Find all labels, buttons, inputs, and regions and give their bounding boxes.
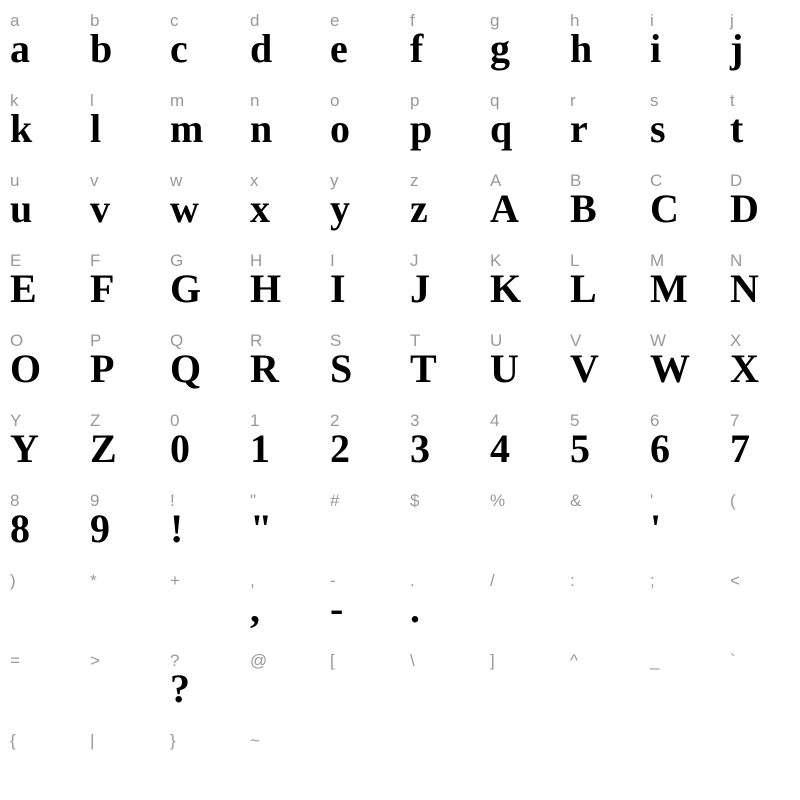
glyph-cell	[80, 240, 160, 320]
glyph-cell	[0, 320, 80, 400]
glyph-preview: T	[410, 346, 437, 391]
glyph-label: V	[570, 331, 582, 350]
glyph-preview: X	[730, 346, 759, 391]
glyph-cell	[640, 160, 720, 240]
glyph-label: i	[650, 11, 654, 30]
glyph-cell	[400, 400, 480, 480]
glyph-preview: t	[730, 106, 744, 151]
glyph-preview: h	[570, 26, 593, 71]
glyph-preview: "	[250, 506, 273, 551]
glyph-preview: -	[330, 586, 344, 631]
glyph-row	[0, 480, 800, 560]
glyph-label: ;	[650, 571, 655, 590]
glyph-cell	[640, 640, 720, 720]
glyph-preview: y	[330, 186, 350, 231]
glyph-cell	[240, 160, 320, 240]
glyph-preview: v	[90, 186, 110, 231]
glyph-cell	[720, 560, 800, 640]
glyph-preview: 3	[410, 426, 430, 471]
glyph-label: (	[730, 491, 736, 510]
glyph-label: *	[90, 571, 97, 590]
glyph-preview: G	[170, 266, 202, 311]
glyph-cell	[160, 720, 240, 800]
glyph-cell	[240, 720, 320, 800]
glyph-label: @	[250, 651, 268, 670]
glyph-label: "	[250, 491, 257, 510]
glyph-label: q	[490, 91, 500, 110]
glyph-cell	[720, 160, 800, 240]
glyph-label: 4	[490, 411, 500, 430]
glyph-preview: I	[330, 266, 346, 311]
glyph-cell	[240, 560, 320, 640]
glyph-label: Y	[10, 411, 22, 430]
glyph-label: l	[90, 91, 94, 110]
glyph-cell	[400, 80, 480, 160]
glyph-cell	[160, 640, 240, 720]
glyph-preview: 6	[650, 426, 670, 471]
glyph-cell	[240, 80, 320, 160]
glyph-label: .	[410, 571, 415, 590]
glyph-label: D	[730, 171, 743, 190]
glyph-cell	[400, 160, 480, 240]
glyph-cell	[480, 480, 560, 560]
glyph-cell	[80, 560, 160, 640]
glyph-cell	[160, 320, 240, 400]
glyph-preview: W	[650, 346, 690, 391]
glyph-cell	[0, 480, 80, 560]
glyph-label: <	[730, 571, 740, 590]
glyph-label: 3	[410, 411, 420, 430]
glyph-label: 6	[650, 411, 660, 430]
glyph-cell	[80, 320, 160, 400]
glyph-label: +	[170, 571, 180, 590]
glyph-label: a	[10, 11, 20, 30]
glyph-cell	[320, 80, 400, 160]
glyph-cell	[240, 480, 320, 560]
glyph-cell	[80, 480, 160, 560]
glyph-cell	[240, 640, 320, 720]
glyph-cell	[0, 400, 80, 480]
glyph-label: ~	[250, 731, 260, 750]
glyph-preview: U	[490, 346, 519, 391]
glyph-label: j	[730, 11, 734, 30]
glyph-cell	[240, 320, 320, 400]
glyph-label: P	[90, 331, 102, 350]
glyph-cell	[400, 560, 480, 640]
glyph-preview: 8	[10, 506, 30, 551]
glyph-preview: z	[410, 186, 428, 231]
glyph-label: }	[170, 731, 176, 750]
glyph-cell	[400, 240, 480, 320]
glyph-cell	[400, 640, 480, 720]
glyph-label: B	[570, 171, 582, 190]
glyph-label: )	[10, 571, 16, 590]
glyph-preview: r	[570, 106, 588, 151]
glyph-label: F	[90, 251, 101, 270]
glyph-preview: 1	[250, 426, 270, 471]
glyph-preview: '	[650, 506, 662, 551]
glyph-label: ,	[250, 571, 255, 590]
glyph-preview: !	[170, 506, 184, 551]
glyph-label: {	[10, 731, 16, 750]
glyph-label: f	[410, 11, 415, 30]
glyph-preview: b	[90, 26, 113, 71]
glyph-label: ^	[570, 651, 578, 670]
glyph-preview: j	[730, 26, 744, 71]
glyph-preview: x	[250, 186, 270, 231]
glyph-label: :	[570, 571, 575, 590]
glyph-preview: 9	[90, 506, 110, 551]
glyph-label: 0	[170, 411, 180, 430]
glyph-label: >	[90, 651, 100, 670]
glyph-cell	[720, 640, 800, 720]
glyph-preview: o	[330, 106, 350, 151]
glyph-cell	[480, 400, 560, 480]
glyph-preview: i	[650, 26, 662, 71]
glyph-cell	[320, 560, 400, 640]
glyph-cell	[0, 640, 80, 720]
glyph-label: _	[650, 651, 660, 670]
glyph-label: 8	[10, 491, 20, 510]
glyph-label: T	[410, 331, 421, 350]
glyph-label: o	[330, 91, 340, 110]
glyph-label: '	[650, 491, 654, 510]
glyph-cell	[480, 0, 560, 80]
glyph-preview: e	[330, 26, 348, 71]
glyph-row	[0, 640, 800, 720]
glyph-cell	[720, 480, 800, 560]
glyph-cell	[0, 160, 80, 240]
glyph-preview: u	[10, 186, 33, 231]
glyph-label: &	[570, 491, 582, 510]
glyph-cell	[320, 400, 400, 480]
glyph-preview: s	[650, 106, 666, 151]
glyph-label: h	[570, 11, 580, 30]
glyph-preview: a	[10, 26, 30, 71]
glyph-cell	[640, 480, 720, 560]
glyph-cell	[160, 400, 240, 480]
glyph-cell	[80, 640, 160, 720]
glyph-cell	[0, 240, 80, 320]
glyph-label: G	[170, 251, 184, 270]
glyph-row	[0, 160, 800, 240]
glyph-label: t	[730, 91, 735, 110]
glyph-label: =	[10, 651, 20, 670]
glyph-preview: m	[170, 106, 204, 151]
glyph-label: K	[490, 251, 502, 270]
glyph-label: 9	[90, 491, 100, 510]
glyph-preview: .	[410, 586, 420, 631]
glyph-label: d	[250, 11, 260, 30]
glyph-cell	[480, 160, 560, 240]
glyph-cell	[560, 400, 640, 480]
glyph-preview: q	[490, 106, 513, 151]
glyph-cell	[0, 560, 80, 640]
glyph-label: 7	[730, 411, 740, 430]
glyph-label: N	[730, 251, 743, 270]
glyph-preview: A	[490, 186, 519, 231]
glyph-cell	[560, 480, 640, 560]
glyph-cell	[560, 320, 640, 400]
glyph-cell	[160, 480, 240, 560]
glyph-preview: w	[170, 186, 199, 231]
glyph-label: u	[10, 171, 20, 190]
glyph-label: 1	[250, 411, 260, 430]
glyph-label: n	[250, 91, 260, 110]
glyph-label: X	[730, 331, 742, 350]
glyph-label: ?	[170, 651, 180, 670]
glyph-cell	[0, 720, 80, 800]
glyph-cell	[80, 0, 160, 80]
glyph-preview: E	[10, 266, 37, 311]
glyph-label: c	[170, 11, 179, 30]
glyph-preview: C	[650, 186, 679, 231]
glyph-cell	[480, 240, 560, 320]
glyph-cell	[640, 240, 720, 320]
glyph-label: L	[570, 251, 580, 270]
glyph-preview: d	[250, 26, 273, 71]
glyph-label: R	[250, 331, 263, 350]
glyph-label: |	[90, 731, 95, 750]
glyph-label: m	[170, 91, 185, 110]
glyph-label: 2	[330, 411, 340, 430]
glyph-preview: ,	[250, 586, 260, 631]
glyph-preview: f	[410, 26, 424, 71]
glyph-preview: L	[570, 266, 597, 311]
glyph-cell	[480, 560, 560, 640]
glyph-preview: V	[570, 346, 599, 391]
glyph-cell	[640, 0, 720, 80]
glyph-cell	[80, 720, 160, 800]
glyph-label: p	[410, 91, 420, 110]
glyph-cell	[240, 0, 320, 80]
glyph-label: M	[650, 251, 665, 270]
glyph-preview: l	[90, 106, 102, 151]
glyph-label: J	[410, 251, 419, 270]
glyph-cell	[320, 640, 400, 720]
glyph-label: r	[570, 91, 576, 110]
glyph-label: $	[410, 491, 420, 510]
glyph-cell	[560, 0, 640, 80]
glyph-cell	[320, 480, 400, 560]
glyph-preview: c	[170, 26, 188, 71]
glyph-preview: J	[410, 266, 430, 311]
glyph-preview: g	[490, 26, 510, 71]
glyph-row	[0, 400, 800, 480]
glyph-preview: B	[570, 186, 597, 231]
glyph-label: O	[10, 331, 24, 350]
glyph-cell	[160, 560, 240, 640]
glyph-cell	[560, 80, 640, 160]
glyph-label: I	[330, 251, 335, 270]
glyph-row	[0, 720, 800, 800]
glyph-cell	[560, 640, 640, 720]
glyph-label: H	[250, 251, 263, 270]
glyph-label: 5	[570, 411, 580, 430]
glyph-cell	[720, 240, 800, 320]
glyph-cell	[400, 320, 480, 400]
glyph-cell	[720, 0, 800, 80]
glyph-preview: O	[10, 346, 42, 391]
glyph-preview: 4	[490, 426, 510, 471]
glyph-preview: 5	[570, 426, 590, 471]
glyph-cell	[720, 400, 800, 480]
glyph-label: k	[10, 91, 19, 110]
glyph-cell	[560, 560, 640, 640]
glyph-cell	[640, 320, 720, 400]
glyph-label: Z	[90, 411, 101, 430]
glyph-preview: K	[490, 266, 522, 311]
glyph-label: e	[330, 11, 340, 30]
glyph-preview: n	[250, 106, 273, 151]
glyph-cell	[80, 400, 160, 480]
glyph-label: ]	[490, 651, 495, 670]
glyph-preview: 2	[330, 426, 350, 471]
glyph-label: \	[410, 651, 415, 670]
glyph-label: g	[490, 11, 500, 30]
glyph-label: y	[330, 171, 339, 190]
glyph-cell	[720, 320, 800, 400]
glyph-label: Q	[170, 331, 184, 350]
glyph-cell	[320, 0, 400, 80]
glyph-row	[0, 560, 800, 640]
glyph-cell	[400, 480, 480, 560]
glyph-preview: F	[90, 266, 115, 311]
glyph-cell	[0, 80, 80, 160]
glyph-cell	[480, 80, 560, 160]
glyph-label: z	[410, 171, 419, 190]
glyph-label: S	[330, 331, 342, 350]
glyph-label: !	[170, 491, 175, 510]
glyph-cell	[320, 320, 400, 400]
glyph-preview: D	[730, 186, 759, 231]
glyph-cell	[480, 640, 560, 720]
glyph-label: %	[490, 491, 506, 510]
glyph-preview: M	[650, 266, 688, 311]
glyph-cell	[160, 240, 240, 320]
glyph-cell	[560, 240, 640, 320]
glyph-preview: N	[730, 266, 759, 311]
glyph-preview: ?	[170, 666, 190, 711]
glyph-cell	[160, 80, 240, 160]
glyph-row	[0, 0, 800, 80]
glyph-label: /	[490, 571, 495, 590]
glyph-label: v	[90, 171, 99, 190]
glyph-cell	[720, 80, 800, 160]
glyph-preview: k	[10, 106, 33, 151]
glyph-preview: Y	[10, 426, 39, 471]
glyph-label: #	[330, 491, 340, 510]
glyph-preview: S	[330, 346, 353, 391]
glyph-cell	[0, 0, 80, 80]
glyph-preview: Q	[170, 346, 202, 391]
glyph-cell	[320, 160, 400, 240]
glyph-preview: 0	[170, 426, 190, 471]
glyph-label: -	[330, 571, 336, 590]
glyph-preview: Z	[90, 426, 117, 471]
glyph-cell	[80, 80, 160, 160]
glyph-cell	[80, 160, 160, 240]
glyph-cell	[640, 400, 720, 480]
glyph-preview: R	[250, 346, 279, 391]
glyph-preview: p	[410, 106, 433, 151]
glyph-row	[0, 320, 800, 400]
glyph-row	[0, 240, 800, 320]
glyph-label: [	[330, 651, 335, 670]
glyph-label: A	[490, 171, 502, 190]
glyph-label: w	[170, 171, 183, 190]
glyph-cell	[160, 0, 240, 80]
glyph-cell	[480, 320, 560, 400]
glyph-cell	[560, 160, 640, 240]
glyph-label: `	[730, 651, 736, 670]
glyph-cell	[640, 80, 720, 160]
glyph-label: x	[250, 171, 259, 190]
glyph-preview: P	[90, 346, 115, 391]
glyph-label: E	[10, 251, 22, 270]
glyph-row	[0, 80, 800, 160]
glyph-cell	[160, 160, 240, 240]
glyph-label: U	[490, 331, 503, 350]
glyph-label: b	[90, 11, 100, 30]
glyph-cell	[240, 240, 320, 320]
glyph-preview: H	[250, 266, 282, 311]
glyph-label: s	[650, 91, 659, 110]
glyph-cell	[240, 400, 320, 480]
glyph-cell	[320, 240, 400, 320]
glyph-cell	[640, 560, 720, 640]
glyph-preview: 7	[730, 426, 750, 471]
glyph-label: W	[650, 331, 667, 350]
glyph-cell	[400, 0, 480, 80]
glyph-label: C	[650, 171, 663, 190]
